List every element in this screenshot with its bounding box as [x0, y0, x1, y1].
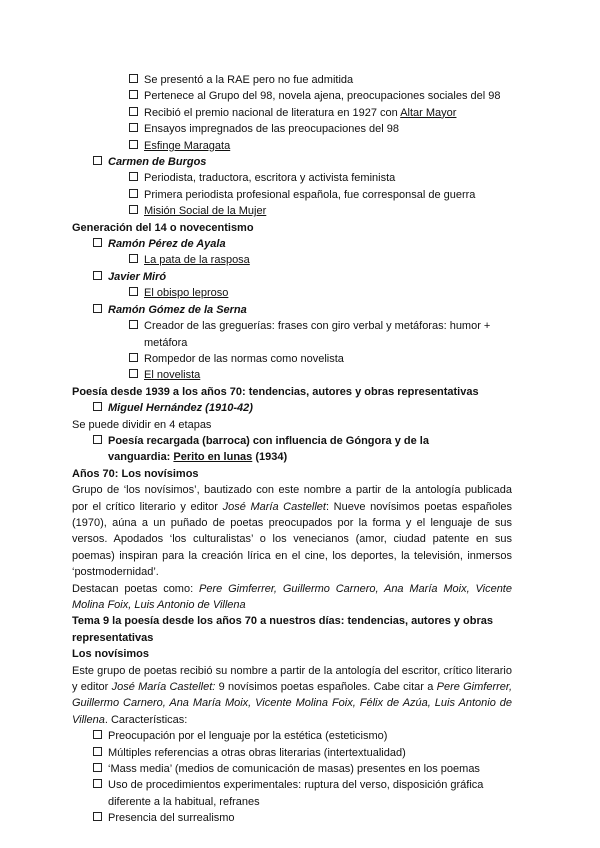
subheading-los-novisimos: Los novísimos	[72, 648, 150, 661]
work-link-miro[interactable]: El obispo leproso	[144, 287, 229, 300]
checkbox[interactable]	[129, 123, 138, 132]
checklist-item[interactable]	[0, 351, 600, 367]
checkbox[interactable]	[93, 763, 102, 772]
checklist-item[interactable]	[0, 203, 600, 219]
editor-name: José María Castellet:	[111, 681, 216, 694]
work-link-ayala[interactable]: La pata de la rasposa	[144, 254, 250, 267]
work-link-gomez[interactable]: El novelista	[144, 369, 201, 382]
checkbox[interactable]	[93, 271, 102, 280]
checkbox[interactable]	[93, 402, 102, 411]
item-text	[144, 105, 519, 121]
checkbox[interactable]	[129, 320, 138, 329]
item-text: Pertenece al Grupo del 98, novela ajena, preocupaciones sociales del 98	[144, 90, 501, 103]
checkbox[interactable]	[93, 730, 102, 739]
author-item-ayala[interactable]	[0, 236, 600, 252]
checklist-item[interactable]	[0, 367, 600, 383]
checkbox[interactable]	[93, 812, 102, 821]
checklist-item[interactable]	[0, 170, 600, 186]
item-text: ‘Mass media’ (medios de comunicación de masas) presentes en los poemas	[108, 763, 480, 776]
etapa-year: (1934)	[252, 451, 288, 464]
checklist-item[interactable]	[0, 88, 600, 104]
item-text: Ensayos impregnados de las preocupaciones del 98	[144, 123, 399, 136]
feature-item[interactable]	[0, 810, 600, 826]
section-heading-anos-70: Años 70: Los novísimos	[72, 467, 199, 480]
destacan-label: Destacan poetas como:	[72, 582, 199, 595]
feature-item[interactable]	[0, 745, 600, 761]
author-name: Carmen de Burgos	[108, 156, 207, 169]
author-name: Miguel Hernández (1910-42)	[108, 402, 253, 415]
checkbox[interactable]	[129, 189, 138, 198]
checklist-item[interactable]	[0, 285, 600, 301]
work-link-mision-social[interactable]: Misión Social de la Mujer	[144, 205, 267, 218]
checkbox[interactable]	[129, 140, 138, 149]
checklist-item[interactable]	[0, 252, 600, 268]
author-item-miguel-hernandez[interactable]	[0, 400, 600, 416]
checklist-item[interactable]	[0, 187, 600, 203]
poet-names: Pere Gimferrer, Guillermo Carnero, Ana María Moix, Vicente Molina Foix, Félix de Azúa, Luis Antonio de Villena	[72, 681, 513, 726]
section-heading-tema-9: Tema 9 la poesía desde los años 70 a nuestros días: tendencias, autores y obras representativas	[72, 615, 494, 644]
note-text: Se puede dividir en 4 etapas	[72, 418, 212, 431]
checkbox[interactable]	[129, 74, 138, 83]
checkbox[interactable]	[93, 435, 102, 444]
author-name: Javier Miró	[108, 270, 167, 283]
section-heading-poesia-1939: Poesía desde 1939 a los años 70: tendencias, autores y obras representativas	[72, 385, 479, 398]
paragraph-text: 9 novísimos poetas españoles. Cabe citar a	[215, 681, 437, 694]
checkbox[interactable]	[93, 747, 102, 756]
item-text: Se presentó a la RAE pero no fue admitida	[144, 74, 354, 86]
author-item-gomez-de-la-serna[interactable]	[0, 302, 600, 318]
checklist-item[interactable]	[0, 318, 600, 351]
editor-name: José María Castellet	[222, 500, 326, 513]
item-text: Rompedor de las normas como novelista	[144, 352, 344, 365]
checkbox[interactable]	[129, 353, 138, 362]
checkbox[interactable]	[129, 205, 138, 214]
item-text: Preocupación por el lenguaje por la estética (esteticismo)	[108, 730, 388, 743]
item-text: Presencia del surrealismo	[108, 812, 235, 825]
work-link-perito-en-lunas[interactable]: Perito en lunas	[173, 451, 253, 464]
author-name: Ramón Gómez de la Serna	[108, 303, 247, 316]
checklist-item[interactable]	[0, 72, 600, 88]
item-text-pre: Recibió el premio nacional de literatura en 1927 con	[144, 106, 401, 119]
author-name: Ramón Pérez de Ayala	[108, 238, 226, 251]
checkbox[interactable]	[93, 304, 102, 313]
paragraph-text: : Nueve novísimos poetas españoles (1970), aúna a un puñado de poetas preocupados por la forma y el lenguaje de sus versos. Apodados ‘los culturalistas’ o los venecianos (amor, ciudad patente en sus poemas) inspiran para la creación lírica en el cine, los deportes, la televisión, inmersos ‘postmodernidad’.	[72, 500, 512, 579]
item-text: Primera periodista profesional española, fue corresponsal de guerra	[144, 188, 476, 201]
checkbox[interactable]	[129, 172, 138, 181]
checkbox[interactable]	[129, 254, 138, 263]
section-heading-gen14: Generación del 14 o novecentismo	[72, 221, 254, 234]
item-text: Uso de procedimientos experimentales: ruptura del verso, disposición gráfica diferente a la habitual, refranes	[108, 779, 484, 808]
item-text: Múltiples referencias a otras obras literarias (intertextualidad)	[108, 746, 406, 759]
etapa-item[interactable]	[0, 433, 600, 466]
checklist-item[interactable]	[0, 138, 600, 154]
checkbox[interactable]	[93, 238, 102, 247]
feature-item[interactable]	[0, 761, 600, 777]
checkbox[interactable]	[93, 779, 102, 788]
paragraph-text: Este grupo de poetas recibió su nombre a partir de la antología del escritor, crítico literario y editor	[72, 664, 512, 694]
paragraph-novisimos	[0, 482, 512, 580]
checkbox[interactable]	[93, 156, 102, 165]
checkbox[interactable]	[129, 90, 138, 99]
paragraph-text: Grupo de ‘los novísimos’, bautizado con este nombre a partir de la antología publicada por el crítico literario y editor	[72, 484, 512, 513]
paragraph-text: . Características:	[104, 713, 188, 726]
item-text: Creador de las greguerías: frases con giro verbal y metáforas: humor + metáfora	[144, 320, 491, 349]
etapa-description: Poesía recargada (barroca) con influencia de Góngora y de la vanguardia:	[108, 434, 429, 464]
etapa-text	[108, 433, 448, 466]
work-link-esfinge-maragata[interactable]: Esfinge Maragata	[144, 139, 231, 152]
checkbox[interactable]	[129, 287, 138, 296]
checklist-item[interactable]	[0, 121, 600, 137]
checkbox[interactable]	[129, 107, 138, 116]
feature-item[interactable]	[0, 728, 600, 744]
checklist-item[interactable]	[0, 105, 600, 121]
author-item-carmen-de-burgos[interactable]	[0, 154, 600, 170]
poet-names: Pere Gimferrer, Guillermo Carnero, Ana María Moix, Vicente Molina Foix, Luis Antonio de Villena	[72, 582, 512, 611]
item-text: Periodista, traductora, escritora y activista feminista	[144, 172, 396, 185]
document-page	[0, 72, 600, 827]
work-link-altar-mayor[interactable]: Altar Mayor	[400, 106, 457, 119]
checkbox[interactable]	[129, 369, 138, 378]
feature-item[interactable]	[0, 777, 600, 810]
author-item-miro[interactable]	[0, 269, 600, 285]
paragraph-tema9	[0, 663, 512, 729]
paragraph-destacan	[0, 581, 512, 614]
